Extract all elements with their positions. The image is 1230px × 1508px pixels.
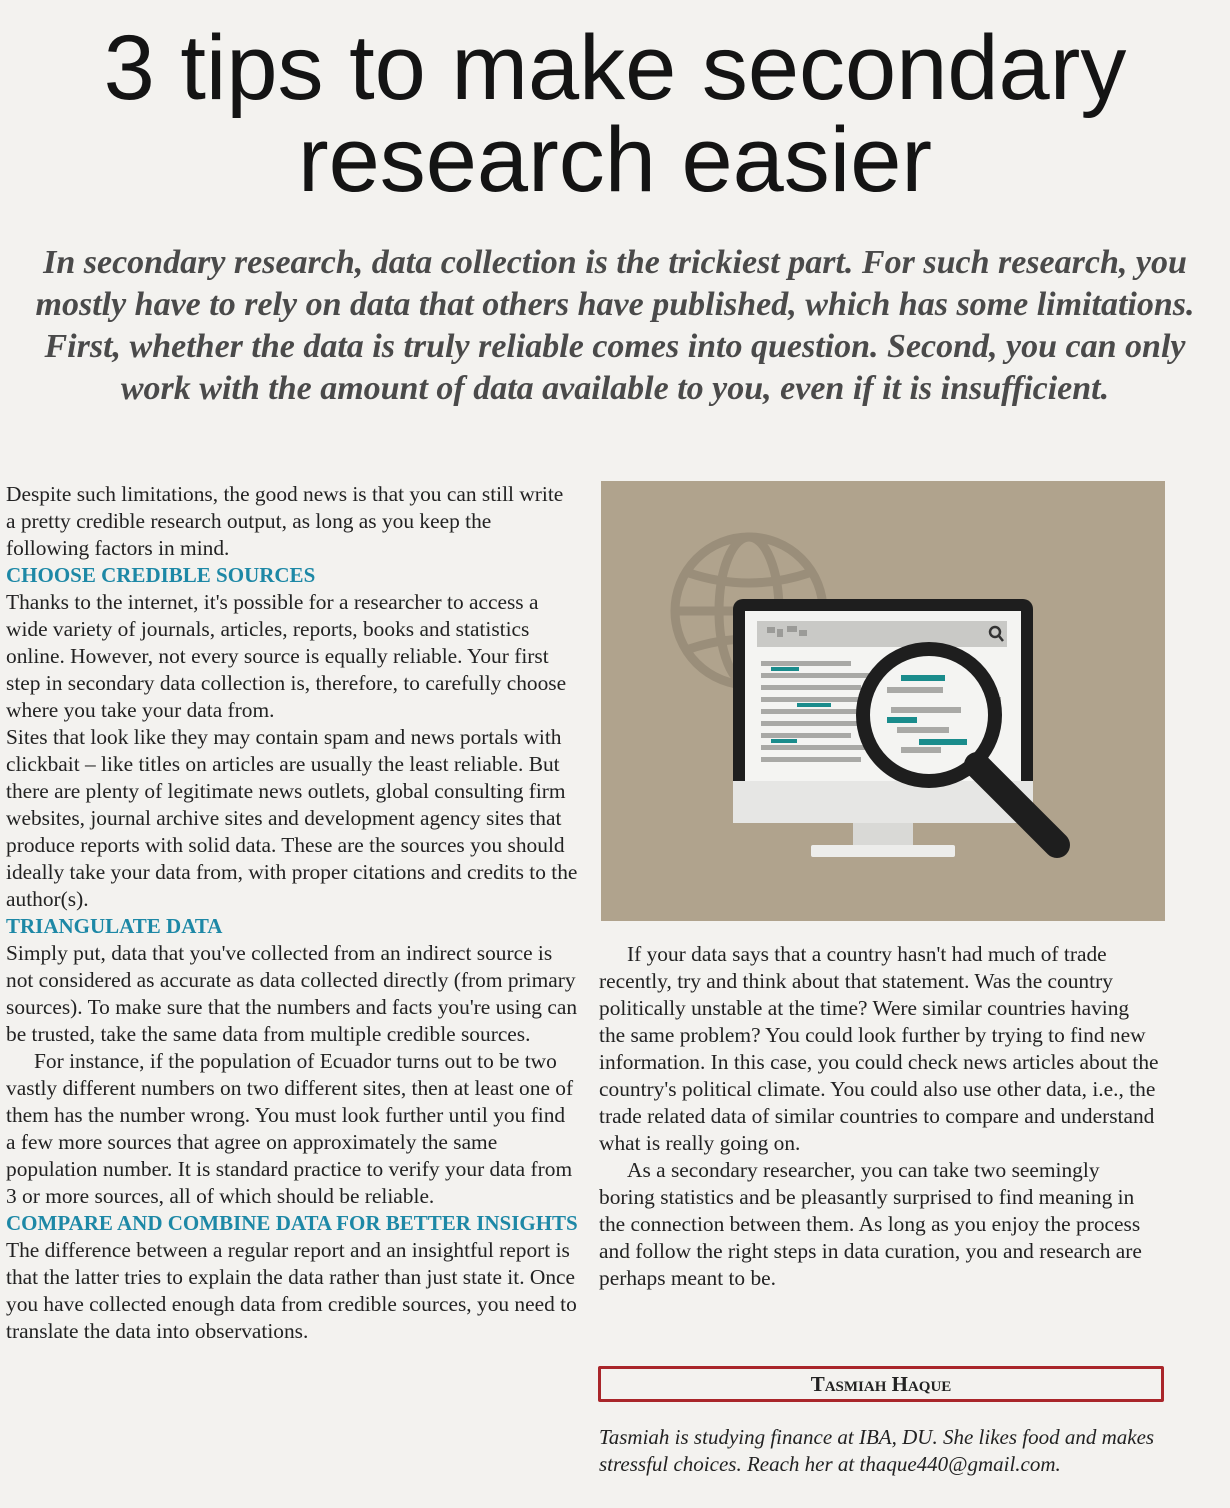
paragraph: Sites that look like they may contain spam and news portals with clickbait – like titles on articles are usually the least reliable. But there are plenty of legitimate news outlets, global consulting firm websites, journal archive sites and development agency sites that produce reports with solid data. These are the sources you should ideally take your data from, with proper citations and credits to the author(s).	[6, 725, 578, 911]
author-bio: Tasmiah is studying finance at IBA, DU. She likes food and makes stressful choices. Reach her at thaque440@gmail.com.	[599, 1425, 1155, 1476]
paragraph: If your data says that a country hasn't had much of trade recently, try and think about that statement. Was the country politically unstable at the time? Were similar countries having the same problem? You could look further by trying to find new information. In this case, you could check news articles about the country's political climate. You could also use other data, i.e., the trade related data of similar countries to compare and understand what is really going on.	[599, 942, 1159, 1155]
headline-line-1: 3 tips to make secondary	[103, 17, 1127, 119]
right-column	[599, 941, 1159, 1292]
author-byline: Tasmiah Haque	[598, 1366, 1164, 1402]
paragraph: Simply put, data that you've collected from an indirect source is not considered as accurate as data collected directly (from primary sources). To make sure that the numbers and facts you're using can be trusted, take the same data from multiple credible sources.	[6, 941, 578, 1046]
paragraph: As a secondary researcher, you can take two seemingly boring statistics and be pleasantly surprised to find meaning in the connection between them. As long as you enjoy the process and follow the right steps in data curation, you and research are perhaps meant to be.	[599, 1158, 1142, 1290]
intro-paragraph: Despite such limitations, the good news is that you can still write a pretty credible research output, as long as you keep the following factors in mind.	[6, 482, 564, 560]
subheading-compare-and-combine: COMPARE AND COMBINE DATA FOR BETTER INSIGHTS	[6, 1211, 578, 1235]
headline	[0, 17, 1230, 211]
subheading-choose-credible-sources: CHOOSE CREDIBLE SOURCES	[6, 563, 316, 587]
paragraph: For instance, if the population of Ecuador turns out to be two vastly different numbers on two different sites, then at least one of them has the number wrong. You must look further until you find a few more sources that agree on approximately the same population number. It is standard practice to verify your data from 3 or more sources, all of which should be reliable.	[6, 1049, 574, 1208]
paragraph: Thanks to the internet, it's possible for a researcher to access a wide variety of journals, articles, reports, books and statistics online. However, not every source is equally reliable. Your first step in secondary data collection is, therefore, to carefully choose where you take your data from.	[6, 590, 567, 722]
illustration	[601, 481, 1165, 921]
headline-line-2: research easier	[297, 109, 933, 211]
left-column	[6, 481, 578, 1345]
standfirst: In secondary research, data collection is the trickiest part. For such research, you mostly have to rely on data that others have published, which has some limitations. First, whether the data is truly reliable comes into question. Second, you can only work with the amount of data available to you, even if it is insufficient.	[35, 244, 1195, 407]
paragraph: The difference between a regular report and an insightful report is that the latter tries to explain the data rather than just state it. Once you have collected enough data from credible sources, you need to translate the data into observations.	[6, 1238, 577, 1343]
subheading-triangulate-data: TRIANGULATE DATA	[6, 914, 223, 938]
